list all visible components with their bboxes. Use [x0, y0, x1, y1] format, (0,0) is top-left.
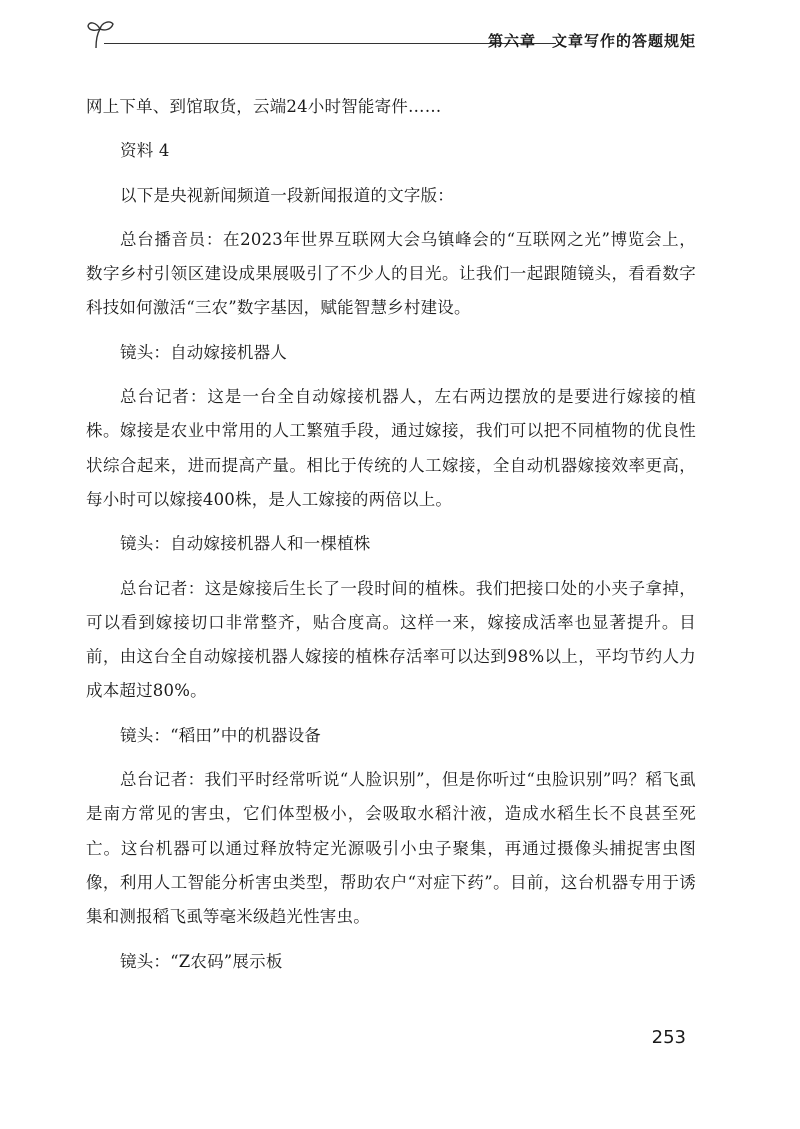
paragraph-continuation: 网上下单、到馆取货，云端24小时智能寄件……	[86, 97, 442, 116]
shot-label: 镜头：“稻田”中的机器设备	[120, 725, 321, 745]
page-body	[86, 90, 696, 979]
shot-label: 镜头：自动嫁接机器人和一棵植株	[120, 534, 371, 554]
running-header	[86, 18, 696, 52]
paragraph-reporter: 总台记者：这是一台全自动嫁接机器人，左右两边摆放的是要进行嫁接的植株。嫁接是农业中常用的人工繁殖手段，通过嫁接，我们可以把不同植物的优良性状综合起来，进而提高产量。相比于传统的人工嫁接，全自动机器嫁接效率更高，每小时可以嫁接400株，是人工嫁接的两倍以上。	[86, 387, 696, 509]
shot-label: 镜头：“Z农码”展示板	[120, 951, 283, 971]
chapter-title: 文章写作的答题规矩	[551, 32, 696, 50]
paragraph-reporter: 总台记者：我们平时经常听说“人脸识别”，但是你听过“虫脸识别”吗？稻飞虱是南方常见的害虫，它们体型极小，会吸取水稻汁液，造成水稻生长不良甚至死亡。这台机器可以通过释放特定光源吸引小虫子聚集，再通过摄像头捕捉害虫图像，利用人工智能分析害虫类型，帮助农户“对症下药”。目前，这台机器专用于诱集和测报稻飞虱等毫米级趋光性害虫。	[86, 770, 696, 927]
material-label: 资料 4	[120, 141, 170, 161]
paragraph-intro: 以下是央视新闻频道一段新闻报道的文字版：	[120, 185, 454, 205]
paragraph-reporter: 总台记者：这是嫁接后生长了一段时间的植株。我们把接口处的小夹子拿掉，可以看到嫁接切口非常整齐，贴合度高。这样一来，嫁接成活率也显著提升。目前，由这台全自动嫁接机器人嫁接的植株存活率可以达到98%以上，平均节约人力成本超过80%。	[86, 578, 696, 701]
shot-label: 镜头：自动嫁接机器人	[120, 342, 287, 362]
sprout-icon	[86, 18, 116, 52]
page-number: 253	[651, 1027, 686, 1048]
chapter-number: 第六章	[487, 32, 536, 50]
paragraph-anchor: 总台播音员：在2023年世界互联网大会乌镇峰会的“互联网之光”博览会上，数字乡村引领区建设成果展吸引了不少人的目光。让我们一起跟随镜头，看看数字科技如何激活“三农”数字基因，赋能智慧乡村建设。	[86, 229, 696, 318]
chapter-heading	[488, 30, 696, 51]
